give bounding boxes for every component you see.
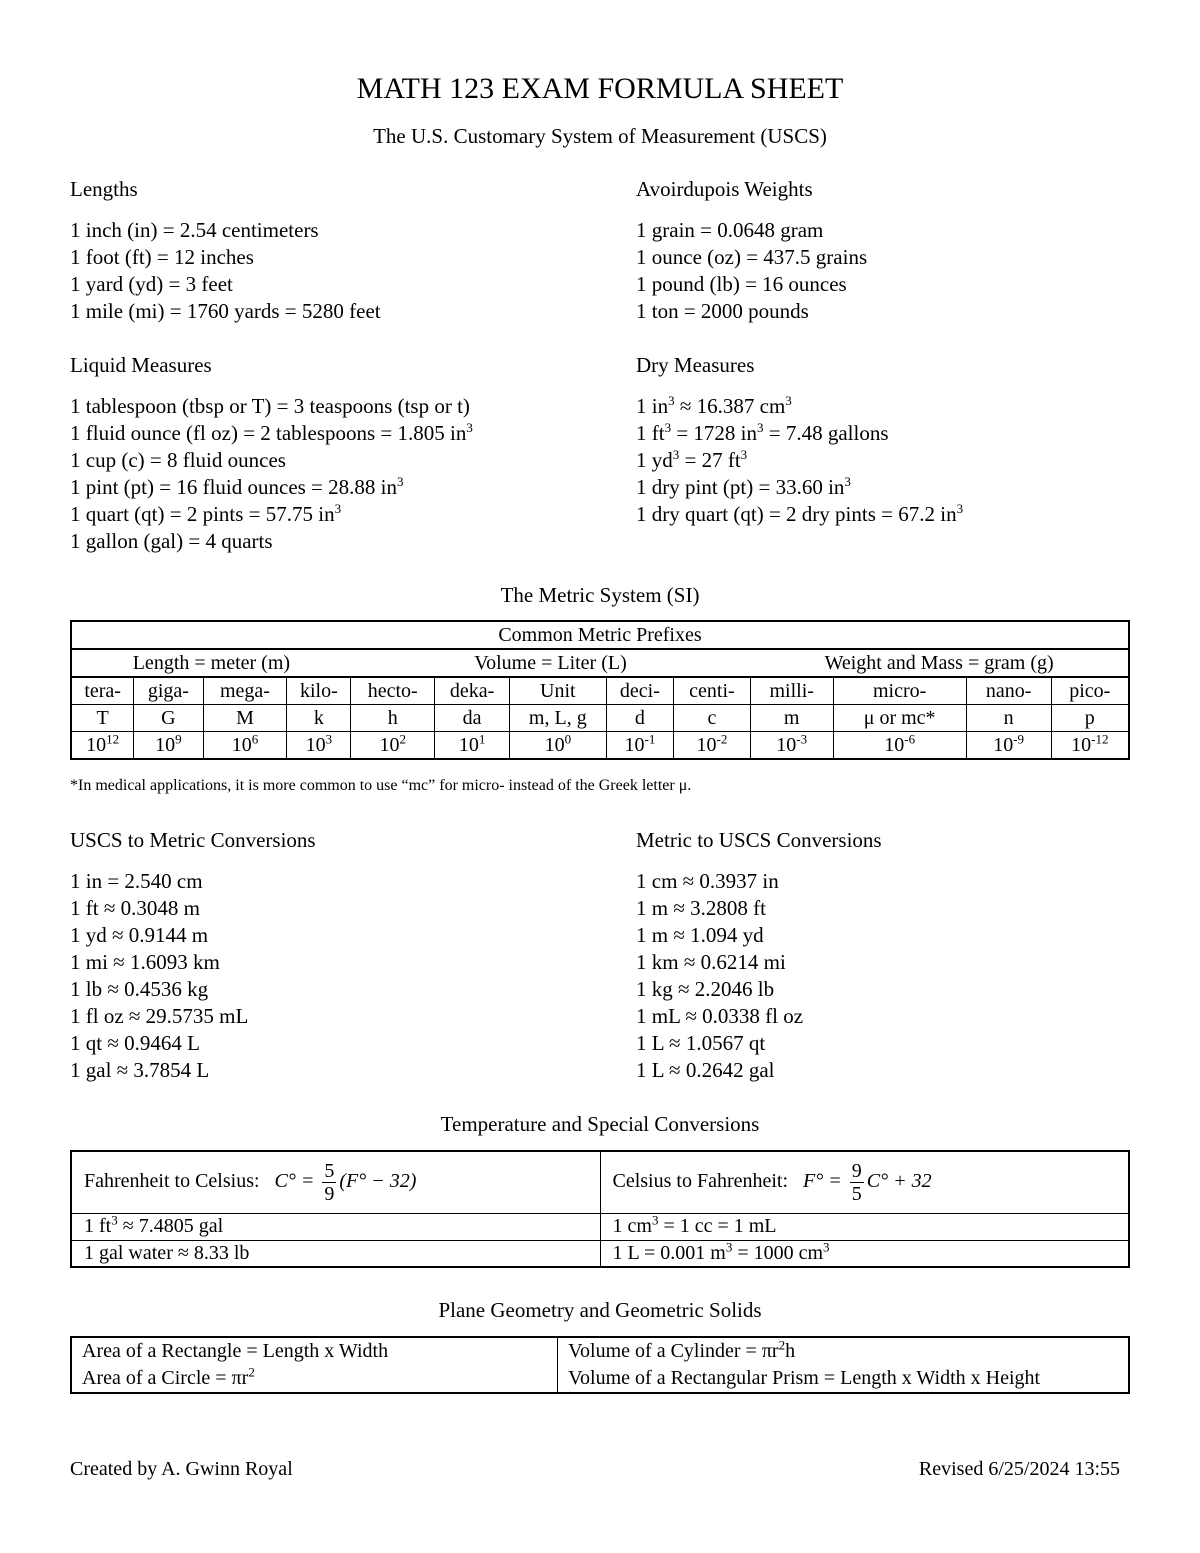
prefix-power <box>134 732 203 760</box>
temp-text: = 1000 cm <box>732 1241 824 1264</box>
prefix-table-caption: Common Metric Prefixes <box>71 621 1129 649</box>
cubic-cm-cell <box>600 1213 1129 1240</box>
area-cell <box>71 1337 558 1393</box>
liquid-text: 1 gallon (gal) = 4 quarts <box>70 529 273 553</box>
conversion-line: 1 L ≈ 1.0567 qt <box>636 1031 766 1055</box>
metric-prefix-table <box>70 620 1130 760</box>
liquid-text: 1 fluid ounce (fl oz) = 2 tablespoons = 1.805 in <box>70 421 467 445</box>
power-exponent: 12 <box>106 731 120 747</box>
power-base: 10 <box>86 734 107 756</box>
liquid-line <box>70 447 473 474</box>
power-exponent: -2 <box>716 731 728 747</box>
prefix-name: centi- <box>674 677 751 705</box>
footer-revised: Revised 6/25/2024 13:55 <box>918 1458 1120 1480</box>
prefix-symbol: p <box>1051 705 1129 732</box>
prefix-power <box>71 732 134 760</box>
conversion-line: 1 lb ≈ 0.4536 kg <box>70 977 209 1001</box>
metric-to-uscs-heading: Metric to USCS Conversions <box>636 828 882 852</box>
power-base: 10 <box>458 734 479 756</box>
prefix-power <box>674 732 751 760</box>
liquid-section <box>70 352 473 555</box>
gallon-water-cell: 1 gal water ≈ 8.33 lb <box>71 1240 600 1267</box>
prefix-symbol: μ or mc* <box>833 705 966 732</box>
prefix-name: kilo- <box>287 677 351 705</box>
conversion-line: 1 km ≈ 0.6214 mi <box>636 950 786 974</box>
dry-text: 1 dry pint (pt) = 33.60 in <box>636 475 845 499</box>
prefix-name: micro- <box>833 677 966 705</box>
lengths-section <box>70 176 381 325</box>
power-base: 10 <box>544 734 565 756</box>
dry-text: ≈ 16.387 cm <box>674 394 786 418</box>
cubed-superscript: 3 <box>668 393 675 408</box>
prefix-symbol: M <box>203 705 287 732</box>
nine-fifths-fraction <box>850 1160 864 1205</box>
weights-line: 1 grain = 0.0648 gram <box>636 218 824 242</box>
temp-text: ≈ 7.4805 gal <box>117 1215 224 1237</box>
fraction-numerator: 9 <box>851 1159 862 1182</box>
dry-line <box>636 447 963 474</box>
dry-line <box>636 393 963 420</box>
prefix-symbol: m, L, g <box>509 705 606 732</box>
prefix-symbol: c <box>674 705 751 732</box>
prefix-name: giga- <box>134 677 203 705</box>
cubed-superscript: 3 <box>466 420 473 435</box>
circle-area <box>82 1365 547 1392</box>
prefix-power <box>287 732 351 760</box>
footer-author: Created by A. Gwinn Royal <box>70 1458 293 1480</box>
cubed-superscript: 3 <box>757 420 764 435</box>
prefix-powers-row <box>71 732 1129 760</box>
squared-superscript: 2 <box>778 1337 786 1353</box>
power-exponent: 0 <box>564 731 572 747</box>
lengths-line: 1 mile (mi) = 1760 yards = 5280 feet <box>70 299 381 323</box>
cylinder-volume <box>568 1338 1118 1365</box>
page-title: MATH 123 EXAM FORMULA SHEET <box>356 72 844 105</box>
dry-text: 1 dry quart (qt) = 2 dry pints = 67.2 in <box>636 502 957 526</box>
uscs-to-metric-heading: USCS to Metric Conversions <box>70 828 316 852</box>
power-exponent: -6 <box>904 731 916 747</box>
power-exponent: 1 <box>478 731 486 747</box>
uscs-to-metric-section <box>70 827 316 1084</box>
liquid-text: 1 tablespoon (tbsp or T) = 3 teaspoons (tsp or t) <box>70 394 470 418</box>
temperature-heading: Temperature and Special Conversions <box>440 1112 760 1136</box>
dry-section <box>636 352 963 528</box>
f-to-c-label: Fahrenheit to Celsius: <box>84 1169 260 1192</box>
geo-text: h <box>785 1340 796 1362</box>
prefix-symbol: h <box>351 705 435 732</box>
power-base: 10 <box>305 734 326 756</box>
conversion-line: 1 m ≈ 3.2808 ft <box>636 896 766 920</box>
conversion-line: 1 kg ≈ 2.2046 lb <box>636 977 775 1001</box>
prefix-symbol: n <box>966 705 1051 732</box>
cubed-superscript: 3 <box>844 474 851 489</box>
power-exponent: 6 <box>251 731 259 747</box>
geometry-heading: Plane Geometry and Geometric Solids <box>438 1298 762 1322</box>
cubed-superscript: 3 <box>664 420 672 435</box>
prefix-symbol: k <box>287 705 351 732</box>
conversion-line: 1 gal ≈ 3.7854 L <box>70 1058 210 1082</box>
power-exponent: -3 <box>796 731 808 747</box>
lengths-line: 1 inch (in) = 2.54 centimeters <box>70 218 319 242</box>
prefix-name: deka- <box>435 677 510 705</box>
power-base: 10 <box>884 734 905 756</box>
fraction-denominator: 9 <box>324 1182 335 1205</box>
f-to-c-cell <box>71 1151 600 1213</box>
prefix-power <box>509 732 606 760</box>
liquid-line <box>70 393 473 420</box>
prefix-name: pico- <box>1051 677 1129 705</box>
volume-unit-label: Volume = Liter (L) <box>351 649 750 677</box>
cubed-superscript: 3 <box>823 1239 830 1255</box>
power-exponent: -1 <box>644 731 656 747</box>
cubed-superscript: 3 <box>672 447 680 462</box>
temp-text: 1 cm <box>612 1215 652 1237</box>
geo-text: Area of a Circle = πr <box>82 1367 249 1389</box>
cubed-superscript: 3 <box>956 501 964 516</box>
weights-line: 1 pound (lb) = 16 ounces <box>636 272 847 296</box>
prefix-name: mega- <box>203 677 287 705</box>
prefix-name: milli- <box>750 677 833 705</box>
squared-superscript: 2 <box>248 1364 255 1380</box>
prefix-symbol: da <box>435 705 510 732</box>
prism-volume: Volume of a Rectangular Prism = Length x Width x Height <box>568 1367 1041 1389</box>
lengths-line: 1 foot (ft) = 12 inches <box>70 245 254 269</box>
power-base: 10 <box>993 734 1014 756</box>
power-base: 10 <box>1071 734 1092 756</box>
micro-footnote: *In medical applications, it is more common to use “mc” for micro- instead of the Greek letter μ. <box>70 777 692 794</box>
conversion-line: 1 m ≈ 1.094 yd <box>636 923 764 947</box>
cubed-superscript: 3 <box>651 1212 659 1228</box>
weight-unit-label: Weight and Mass = gram (g) <box>750 649 1129 677</box>
geometry-table <box>70 1336 1130 1394</box>
prefix-name: Unit <box>509 677 606 705</box>
c-to-f-lhs: F° = <box>803 1169 842 1192</box>
cubed-superscript: 3 <box>785 393 792 408</box>
dry-line <box>636 420 963 447</box>
temp-text: 1 ft <box>84 1215 112 1237</box>
power-exponent: 3 <box>325 731 333 747</box>
power-base: 10 <box>776 734 797 756</box>
conversion-line: 1 mi ≈ 1.6093 km <box>70 950 220 974</box>
conversion-line: 1 qt ≈ 0.9464 L <box>70 1031 200 1055</box>
f-to-c-lhs: C° = <box>274 1169 315 1192</box>
power-exponent: -12 <box>1091 731 1109 747</box>
cubic-foot-cell <box>71 1213 600 1240</box>
liquid-text: 1 pint (pt) = 16 fluid ounces = 28.88 in <box>70 475 397 499</box>
metric-heading: The Metric System (SI) <box>500 583 700 607</box>
liquid-text: 1 quart (qt) = 2 pints = 57.75 in <box>70 502 335 526</box>
prefix-name: hecto- <box>351 677 435 705</box>
weights-line: 1 ounce (oz) = 437.5 grains <box>636 245 868 269</box>
weights-heading: Avoirdupois Weights <box>636 177 813 201</box>
weights-section <box>636 176 867 325</box>
liquid-line <box>70 501 473 528</box>
dry-text: 1 ft <box>636 421 665 445</box>
lengths-line: 1 yard (yd) = 3 feet <box>70 272 233 296</box>
lengths-heading: Lengths <box>70 177 138 201</box>
prefix-power <box>1051 732 1129 760</box>
prefix-name: nano- <box>966 677 1051 705</box>
cubed-superscript: 3 <box>397 474 404 489</box>
c-to-f-label: Celsius to Fahrenheit: <box>612 1169 789 1192</box>
rectangle-area: Area of a Rectangle = Length x Width <box>82 1340 389 1362</box>
prefix-name: deci- <box>606 677 673 705</box>
temp-text: 1 L = 0.001 m <box>612 1241 726 1264</box>
f-to-c-rhs: (F° − 32) <box>339 1169 417 1192</box>
c-to-f-rhs: C° + 32 <box>866 1169 932 1192</box>
prefix-power <box>351 732 435 760</box>
prefix-power <box>203 732 287 760</box>
prefix-power <box>750 732 833 760</box>
power-base: 10 <box>624 734 645 756</box>
power-base: 10 <box>155 734 176 756</box>
dry-text: = 7.48 gallons <box>763 421 889 445</box>
volume-cell <box>558 1337 1129 1393</box>
conversion-line: 1 fl oz ≈ 29.5735 mL <box>70 1004 249 1028</box>
power-base: 10 <box>379 734 400 756</box>
dry-text: 1 yd <box>636 448 673 472</box>
temperature-table <box>70 1150 1130 1268</box>
dry-line <box>636 501 963 528</box>
metric-to-uscs-section <box>636 827 882 1084</box>
fraction-denominator: 5 <box>851 1182 862 1205</box>
prefix-name: tera- <box>71 677 134 705</box>
conversion-line: 1 yd ≈ 0.9144 m <box>70 923 209 947</box>
liquid-line <box>70 420 473 447</box>
dry-text: = 1728 in <box>671 421 758 445</box>
dry-line <box>636 474 963 501</box>
dry-text: = 27 ft <box>679 448 741 472</box>
liquid-heading: Liquid Measures <box>70 353 212 377</box>
cubed-superscript: 3 <box>111 1212 118 1228</box>
c-to-f-cell <box>600 1151 1129 1213</box>
five-ninths-fraction <box>322 1160 336 1205</box>
cubed-superscript: 3 <box>725 1239 733 1255</box>
cubed-superscript: 3 <box>740 447 748 462</box>
liquid-text: 1 cup (c) = 8 fluid ounces <box>70 448 286 472</box>
weights-line: 1 ton = 2000 pounds <box>636 299 809 323</box>
geo-text: Volume of a Cylinder = πr <box>568 1340 779 1362</box>
liter-cell <box>600 1240 1129 1267</box>
temp-text: = 1 cc = 1 mL <box>658 1215 777 1237</box>
power-exponent: -9 <box>1013 731 1025 747</box>
uscs-subtitle: The U.S. Customary System of Measurement (USCS) <box>373 124 827 148</box>
length-unit-label: Length = meter (m) <box>71 649 351 677</box>
conversion-line: 1 L ≈ 0.2642 gal <box>636 1058 775 1082</box>
prefix-symbol: m <box>750 705 833 732</box>
dry-text: 1 in <box>636 394 669 418</box>
prefix-power <box>435 732 510 760</box>
cubed-superscript: 3 <box>334 501 342 516</box>
conversion-line: 1 cm ≈ 0.3937 in <box>636 869 779 893</box>
dry-heading: Dry Measures <box>636 353 755 377</box>
power-base: 10 <box>231 734 252 756</box>
prefix-symbol: d <box>606 705 673 732</box>
conversion-line: 1 in = 2.540 cm <box>70 869 203 893</box>
prefix-power <box>606 732 673 760</box>
power-base: 10 <box>696 734 717 756</box>
conversion-line: 1 ft ≈ 0.3048 m <box>70 896 200 920</box>
prefix-power <box>966 732 1051 760</box>
power-exponent: 9 <box>175 731 182 747</box>
liquid-line <box>70 474 473 501</box>
fraction-numerator: 5 <box>324 1159 335 1182</box>
prefix-symbol: G <box>134 705 203 732</box>
prefix-symbols-row <box>71 705 1129 732</box>
liquid-line <box>70 528 473 555</box>
prefix-symbol: T <box>71 705 134 732</box>
power-exponent: 2 <box>399 731 406 747</box>
prefix-power <box>833 732 966 760</box>
conversion-line: 1 mL ≈ 0.0338 fl oz <box>636 1004 804 1028</box>
prefix-names-row <box>71 677 1129 705</box>
